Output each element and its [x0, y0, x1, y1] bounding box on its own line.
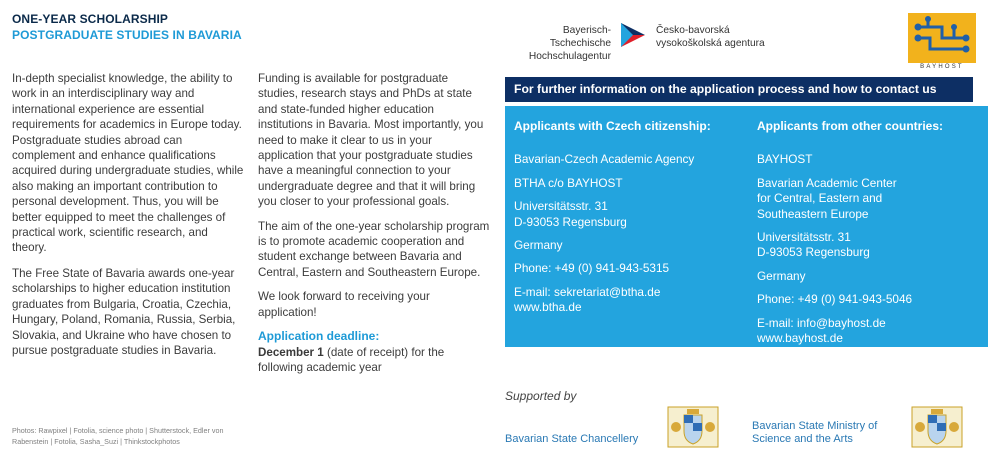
czech-email[interactable]: E-mail: sekretariat@btha.de [514, 284, 661, 299]
intro-paragraph: In-depth specialist knowledge, the ability to work in an interdisciplinary way and international experience are essential requirements for academics in Europe today. Postgraduate studies abroad can complement and enhance qualifications acquired during undergraduate studies, while also making an important contribution to personal development. Thus, you will be better equipped to meet the challenges of practical work, scientific research, and theory. [12, 72, 244, 255]
czech-city: D-93053 Regensburg [514, 214, 627, 229]
other-website-link[interactable]: www.bayhost.de [757, 331, 843, 346]
bavarian-crest-icon [910, 405, 964, 449]
btha-czech-name [656, 24, 796, 50]
czech-web-block [514, 285, 744, 316]
chancellery-name: Bavarian State Chancellery [505, 433, 639, 445]
funding-paragraph: Funding is available for postgraduate studies, research stays and PhDs at state and state-funded higher education institutions in Bavaria. Most importantly, you need to make it clear to us in your application that your postgraduate studies have a meaningful connection to your undergraduate degree and that it will bring you closer to your professional goals. [258, 72, 484, 209]
eligibility-paragraph: The Free State of Bavaria awards one-year scholarships to higher education institution graduates from Bulgaria, Croatia, Czechia, Hungary, Poland, Romania, Russia, Serbia, Slovakia, and Ukraine who have chosen to pursue postgraduate studies in Bavaria. [12, 266, 236, 357]
intro-column [12, 71, 244, 368]
deadline-date: December 1 [258, 345, 324, 359]
btha-de-line2: Hochschulagentur [528, 51, 611, 62]
czech-co: BTHA c/o BAYHOST [514, 175, 623, 190]
deadline-label: Application deadline: [258, 329, 380, 344]
photo-credits: Photos: Rawpixel | Fotolia, science photo | Shutterstock, Edler von Rabenstein | Fotolia, Sasha_Suzi | Thinkstockphotos [12, 426, 224, 446]
bayhost-wordmark: BAYHOST [920, 64, 964, 70]
deadline-text [258, 345, 490, 376]
btha-arrow-logo-icon [617, 19, 649, 51]
other-contact [757, 119, 977, 354]
funding-column [258, 71, 490, 375]
other-center-line1: Bavarian Academic Center [757, 175, 897, 190]
contact-header: For further information on the application process and how to contact us [505, 77, 973, 102]
other-org: BAYHOST [757, 152, 813, 167]
btha-cz-line1: Česko-bavorská [656, 25, 730, 36]
bayhost-logo-icon [908, 13, 976, 63]
czech-website-link[interactable]: www.btha.de [514, 300, 582, 315]
closing-paragraph: We look forward to receiving your application! [258, 290, 430, 319]
other-email[interactable]: E-mail: info@bayhost.de [757, 315, 886, 330]
other-center [757, 176, 977, 222]
ministry-line1: Bavarian State Ministry of [752, 420, 878, 432]
other-city: D-93053 Regensburg [757, 245, 870, 260]
ministry-name [752, 420, 912, 446]
other-center-line2: for Central, Eastern and [757, 191, 883, 206]
deadline-rest: (date of receipt) for the following academic year [258, 345, 445, 374]
flyer-title: ONE-YEAR SCHOLARSHIP [12, 12, 169, 26]
czech-contact [514, 119, 744, 324]
czech-address [514, 199, 744, 230]
ministry-line2: Science and the Arts [752, 433, 853, 445]
aim-paragraph: The aim of the one-year scholarship program is to promote academic cooperation and student exchange between Bavaria and Central, Eastern and Southeastern Europe. [258, 219, 490, 279]
czech-heading: Applicants with Czech citizenship: [514, 119, 711, 133]
supported-by-label: Supported by [505, 389, 577, 403]
flyer-subtitle: POSTGRADUATE STUDIES IN BAVARIA [12, 28, 242, 42]
czech-org: Bavarian-Czech Academic Agency [514, 152, 695, 167]
other-phone: Phone: +49 (0) 941-943-5046 [757, 292, 913, 307]
czech-street: Universitätsstr. 31 [514, 199, 608, 214]
other-country: Germany [757, 268, 806, 283]
other-web-block [757, 316, 977, 347]
btha-cz-line2: vysokoškolská agentura [656, 38, 765, 49]
other-street: Universitätsstr. 31 [757, 230, 851, 245]
other-heading: Applicants from other countries: [757, 119, 944, 133]
bavarian-crest-icon [666, 405, 720, 449]
other-center-line3: Southeastern Europe [757, 206, 869, 221]
btha-de-line1: Bayerisch-Tschechische [549, 25, 611, 49]
other-address [757, 230, 977, 261]
btha-german-name [503, 24, 611, 63]
czech-country: Germany [514, 238, 563, 253]
czech-phone: Phone: +49 (0) 941-943-5315 [514, 261, 670, 276]
